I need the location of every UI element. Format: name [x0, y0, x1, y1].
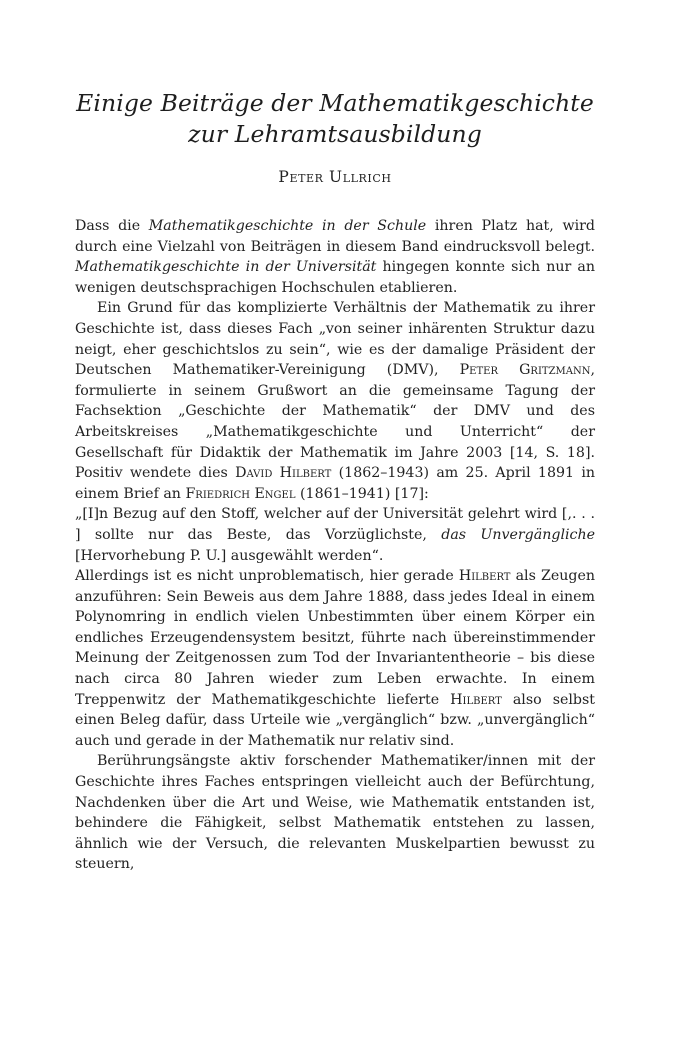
text-run: also selbst einen Beleg dafür, dass Urteile wie „vergänglich“ bzw. „unvergänglich“ auch und gerade in der Mathematik nur relativ sind. — [75, 691, 595, 749]
author-name: Peter Ullrich — [278, 168, 392, 186]
paragraph-4 — [75, 751, 595, 875]
text-run: „[I]n Bezug auf den Stoff, welcher auf der Universität gelehrt wird [,. . . ] sollte nur das Beste, das Vorzüglichste, — [75, 506, 595, 543]
paragraph-3 — [75, 566, 595, 751]
text-run: , formulierte in seinem Grußwort an die gemeinsame Tagung der Fachsektion „Geschichte der Mathematik“ der DMV und des Arbeitskreises „Mathematikgeschichte und Unterricht“ der Gesellschaft für Didaktik der Mathematik im Jahre 2003 [14, S. 18]. Positiv wendete dies — [75, 362, 596, 482]
italic-run: Mathematikgeschichte in der Universität — [75, 259, 377, 276]
person-name: Friedrich Engel — [185, 485, 296, 502]
paragraph-1 — [75, 216, 595, 298]
text-run: (1862–1943) am 25. April 1891 in einem Brief an — [75, 465, 596, 502]
text-run: Ein Grund für das komplizierte Verhältnis der Mathematik zu ihrer Geschichte ist, dass dieses Fach „von seiner inhärenten Struktur dazu neigt, eher geschichtslos zu sein“, wie es der damalige Präsident der Deutschen Mathematiker-Vereinigung (DMV), — [75, 300, 595, 379]
text-run: als Zeugen anzuführen: Sein Beweis aus dem Jahre 1888, dass jedes Ideal in einem Polynomring in endlich vielen Unbestimmten über einem Körper ein endliches Erzeugendensystem besitzt, führte nach übereinstimmender Meinung der Zeitgenossen zum Tod der Invariantentheorie – bis diese nach circa 80 Jahren wieder zum Leben erwachte. In einem Treppenwitz der Mathematikgeschichte lieferte — [75, 568, 595, 708]
italic-run: Mathematikgeschichte in der Schule — [148, 218, 427, 234]
block-quote — [75, 504, 595, 566]
person-name: David Hilbert — [235, 465, 332, 482]
title-line-1: Einige Beiträge der Mathematikgeschichte — [76, 89, 594, 117]
text-run: ihren Platz hat, wird durch eine Vielzahl von Beiträgen in diesem Band eindrucksvoll belegt. — [75, 218, 595, 255]
text-run: Allerdings ist es nicht unproblematisch, hier gerade — [75, 568, 459, 585]
title-line-2: zur Lehramtsausbildung — [188, 120, 482, 148]
text-run: (1861–1941) [17]: — [295, 485, 429, 502]
page — [75, 88, 595, 875]
paragraph-2 — [75, 298, 595, 504]
person-name: Peter Gritzmann — [459, 362, 591, 379]
person-name: Hilbert — [450, 691, 502, 708]
person-name: Hilbert — [458, 568, 511, 585]
text-run: Berührungsängste aktiv forschender Mathematiker/innen mit der Geschichte ihres Faches entspringen vielleicht auch der Befürchtung, Nachdenken über die Art und Weise, wie Mathematik entstanden ist, behindere die Fähigkeit, selbst Mathematik entstehen zu lassen, ähnlich wie der Versuch, die relevanten Muskelpartien bewusst zu steuern, — [75, 753, 595, 873]
article-body — [75, 216, 595, 875]
article-title — [75, 88, 595, 150]
text-run: Dass die — [75, 218, 149, 234]
text-run: [Hervorhebung P. U.] ausgewählt werden“. — [75, 547, 384, 564]
italic-run: das Unvergängliche — [441, 526, 596, 543]
text-run: hingegen konnte sich nur an wenigen deutschsprachigen Hochschulen etablieren. — [75, 259, 595, 296]
